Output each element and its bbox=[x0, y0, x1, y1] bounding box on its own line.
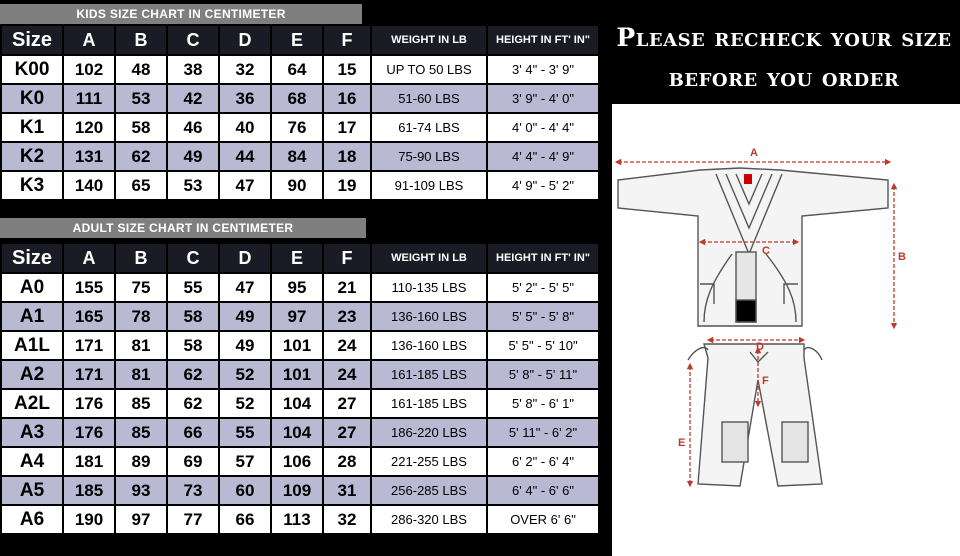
size-cell: A3 bbox=[2, 419, 62, 446]
table-cell: 176 bbox=[64, 390, 114, 417]
table-cell: 101 bbox=[272, 361, 322, 388]
column-header: HEIGHT IN FT' IN" bbox=[488, 26, 598, 54]
table-cell: 106 bbox=[272, 448, 322, 475]
kids-chart-title: KIDS SIZE CHART IN CENTIMETER bbox=[0, 4, 362, 24]
table-row bbox=[2, 143, 598, 170]
table-cell: 4' 4" - 4' 9" bbox=[488, 143, 598, 170]
table-cell: 42 bbox=[168, 85, 218, 112]
table-cell: 17 bbox=[324, 114, 370, 141]
column-header: C bbox=[168, 26, 218, 54]
column-header: B bbox=[116, 26, 166, 54]
table-cell: 38 bbox=[168, 56, 218, 83]
table-cell: 186-220 LBS bbox=[372, 419, 486, 446]
size-cell: A2 bbox=[2, 361, 62, 388]
size-cell: K0 bbox=[2, 85, 62, 112]
table-cell: 47 bbox=[220, 274, 270, 301]
table-cell: 3' 9" - 4' 0" bbox=[488, 85, 598, 112]
column-header: WEIGHT IN LB bbox=[372, 26, 486, 54]
belt-black-tip bbox=[736, 300, 756, 322]
table-cell: 36 bbox=[220, 85, 270, 112]
table-cell: 60 bbox=[220, 477, 270, 504]
table-cell: 49 bbox=[220, 303, 270, 330]
table-cell: 24 bbox=[324, 332, 370, 359]
table-cell: 84 bbox=[272, 143, 322, 170]
table-cell: 221-255 LBS bbox=[372, 448, 486, 475]
size-cell: A4 bbox=[2, 448, 62, 475]
table-cell: 131 bbox=[64, 143, 114, 170]
table-cell: 57 bbox=[220, 448, 270, 475]
table-cell: 4' 9" - 5' 2" bbox=[488, 172, 598, 199]
recheck-size-notice bbox=[608, 18, 960, 98]
size-cell: A6 bbox=[2, 506, 62, 533]
table-cell: 62 bbox=[168, 390, 218, 417]
column-header: B bbox=[116, 244, 166, 272]
table-cell: 161-185 LBS bbox=[372, 390, 486, 417]
table-cell: 5' 5" - 5' 10" bbox=[488, 332, 598, 359]
table-cell: 171 bbox=[64, 361, 114, 388]
table-cell: 85 bbox=[116, 419, 166, 446]
label-f: F bbox=[762, 375, 769, 387]
table-cell: 286-320 LBS bbox=[372, 506, 486, 533]
table-cell: 62 bbox=[116, 143, 166, 170]
table-cell: 55 bbox=[168, 274, 218, 301]
table-cell: 104 bbox=[272, 390, 322, 417]
table-cell: 93 bbox=[116, 477, 166, 504]
column-header: D bbox=[220, 244, 270, 272]
table-cell: 111 bbox=[64, 85, 114, 112]
adult-size-table bbox=[0, 242, 600, 535]
table-cell: 90 bbox=[272, 172, 322, 199]
notice-line-2: before you order bbox=[668, 63, 900, 92]
table-row bbox=[2, 274, 598, 301]
table-cell: 76 bbox=[272, 114, 322, 141]
column-header: D bbox=[220, 26, 270, 54]
table-cell: OVER 6' 6" bbox=[488, 506, 598, 533]
table-cell: 16 bbox=[324, 85, 370, 112]
table-cell: 66 bbox=[220, 506, 270, 533]
table-cell: 47 bbox=[220, 172, 270, 199]
table-cell: 32 bbox=[324, 506, 370, 533]
table-cell: 77 bbox=[168, 506, 218, 533]
header-row bbox=[2, 244, 598, 272]
table-row bbox=[2, 303, 598, 330]
table-cell: 28 bbox=[324, 448, 370, 475]
size-cell: K00 bbox=[2, 56, 62, 83]
table-cell: 5' 2" - 5' 5" bbox=[488, 274, 598, 301]
table-cell: 53 bbox=[168, 172, 218, 199]
column-header: F bbox=[324, 244, 370, 272]
table-cell: 15 bbox=[324, 56, 370, 83]
size-cell: A1L bbox=[2, 332, 62, 359]
table-cell: 27 bbox=[324, 390, 370, 417]
table-cell: 136-160 LBS bbox=[372, 332, 486, 359]
notice-line-1: Please recheck your size bbox=[616, 23, 952, 52]
size-cell: A2L bbox=[2, 390, 62, 417]
label-d: D bbox=[756, 341, 764, 353]
table-cell: 32 bbox=[220, 56, 270, 83]
table-cell: 6' 2" - 6' 4" bbox=[488, 448, 598, 475]
table-cell: 256-285 LBS bbox=[372, 477, 486, 504]
table-cell: 51-60 LBS bbox=[372, 85, 486, 112]
size-cell: A1 bbox=[2, 303, 62, 330]
table-cell: 81 bbox=[116, 332, 166, 359]
table-cell: 66 bbox=[168, 419, 218, 446]
table-cell: 97 bbox=[272, 303, 322, 330]
pants-drawing bbox=[688, 344, 822, 486]
column-header: WEIGHT IN LB bbox=[372, 244, 486, 272]
table-cell: 69 bbox=[168, 448, 218, 475]
table-cell: 48 bbox=[116, 56, 166, 83]
table-cell: 155 bbox=[64, 274, 114, 301]
table-cell: 91-109 LBS bbox=[372, 172, 486, 199]
table-cell: 18 bbox=[324, 143, 370, 170]
table-row bbox=[2, 390, 598, 417]
table-cell: 49 bbox=[168, 143, 218, 170]
table-row bbox=[2, 114, 598, 141]
label-b: B bbox=[898, 251, 906, 263]
label-a: A bbox=[750, 147, 758, 159]
table-cell: 176 bbox=[64, 419, 114, 446]
size-cell: K1 bbox=[2, 114, 62, 141]
table-row bbox=[2, 56, 598, 83]
table-cell: 5' 8" - 5' 11" bbox=[488, 361, 598, 388]
table-cell: 24 bbox=[324, 361, 370, 388]
size-cell: A0 bbox=[2, 274, 62, 301]
size-cell: K2 bbox=[2, 143, 62, 170]
column-header: F bbox=[324, 26, 370, 54]
table-cell: 46 bbox=[168, 114, 218, 141]
table-cell: 58 bbox=[116, 114, 166, 141]
table-cell: 68 bbox=[272, 85, 322, 112]
table-cell: 40 bbox=[220, 114, 270, 141]
table-cell: 171 bbox=[64, 332, 114, 359]
table-cell: 5' 11" - 6' 2" bbox=[488, 419, 598, 446]
column-header: E bbox=[272, 244, 322, 272]
table-cell: 73 bbox=[168, 477, 218, 504]
column-header: Size bbox=[2, 26, 62, 54]
table-cell: UP TO 50 LBS bbox=[372, 56, 486, 83]
table-cell: 58 bbox=[168, 303, 218, 330]
table-cell: 19 bbox=[324, 172, 370, 199]
table-cell: 85 bbox=[116, 390, 166, 417]
table-row bbox=[2, 361, 598, 388]
table-row bbox=[2, 172, 598, 199]
column-header: A bbox=[64, 244, 114, 272]
column-header: C bbox=[168, 244, 218, 272]
gi-measurement-diagram bbox=[612, 104, 960, 556]
table-cell: 44 bbox=[220, 143, 270, 170]
table-cell: 21 bbox=[324, 274, 370, 301]
size-cell: K3 bbox=[2, 172, 62, 199]
table-cell: 109 bbox=[272, 477, 322, 504]
kids-size-table bbox=[0, 24, 600, 201]
table-cell: 23 bbox=[324, 303, 370, 330]
table-cell: 81 bbox=[116, 361, 166, 388]
table-cell: 3' 4" - 3' 9" bbox=[488, 56, 598, 83]
table-cell: 120 bbox=[64, 114, 114, 141]
table-cell: 113 bbox=[272, 506, 322, 533]
table-cell: 102 bbox=[64, 56, 114, 83]
column-header: A bbox=[64, 26, 114, 54]
label-e: E bbox=[678, 437, 686, 449]
column-header: Size bbox=[2, 244, 62, 272]
jacket-drawing bbox=[618, 168, 888, 326]
table-cell: 75 bbox=[116, 274, 166, 301]
table-cell: 140 bbox=[64, 172, 114, 199]
table-cell: 55 bbox=[220, 419, 270, 446]
table-row bbox=[2, 332, 598, 359]
table-cell: 181 bbox=[64, 448, 114, 475]
table-cell: 5' 5" - 5' 8" bbox=[488, 303, 598, 330]
table-row bbox=[2, 506, 598, 533]
table-cell: 52 bbox=[220, 361, 270, 388]
table-cell: 75-90 LBS bbox=[372, 143, 486, 170]
table-row bbox=[2, 419, 598, 446]
table-cell: 78 bbox=[116, 303, 166, 330]
table-cell: 110-135 LBS bbox=[372, 274, 486, 301]
table-cell: 62 bbox=[168, 361, 218, 388]
table-cell: 6' 4" - 6' 6" bbox=[488, 477, 598, 504]
collar-patch bbox=[744, 174, 752, 184]
size-cell: A5 bbox=[2, 477, 62, 504]
table-cell: 97 bbox=[116, 506, 166, 533]
table-cell: 31 bbox=[324, 477, 370, 504]
gi-diagram-svg bbox=[612, 104, 960, 556]
table-cell: 65 bbox=[116, 172, 166, 199]
table-cell: 58 bbox=[168, 332, 218, 359]
table-row bbox=[2, 477, 598, 504]
adult-chart-title: ADULT SIZE CHART IN CENTIMETER bbox=[0, 218, 366, 238]
table-cell: 4' 0" - 4' 4" bbox=[488, 114, 598, 141]
table-cell: 95 bbox=[272, 274, 322, 301]
table-cell: 27 bbox=[324, 419, 370, 446]
table-cell: 5' 8" - 6' 1" bbox=[488, 390, 598, 417]
table-cell: 53 bbox=[116, 85, 166, 112]
table-cell: 89 bbox=[116, 448, 166, 475]
table-row bbox=[2, 85, 598, 112]
table-cell: 101 bbox=[272, 332, 322, 359]
table-cell: 185 bbox=[64, 477, 114, 504]
label-c: C bbox=[762, 245, 770, 257]
table-cell: 52 bbox=[220, 390, 270, 417]
table-cell: 104 bbox=[272, 419, 322, 446]
column-header: E bbox=[272, 26, 322, 54]
table-cell: 136-160 LBS bbox=[372, 303, 486, 330]
table-cell: 64 bbox=[272, 56, 322, 83]
column-header: HEIGHT IN FT' IN" bbox=[488, 244, 598, 272]
table-cell: 165 bbox=[64, 303, 114, 330]
table-row bbox=[2, 448, 598, 475]
table-cell: 61-74 LBS bbox=[372, 114, 486, 141]
table-cell: 161-185 LBS bbox=[372, 361, 486, 388]
header-row bbox=[2, 26, 598, 54]
table-cell: 49 bbox=[220, 332, 270, 359]
table-cell: 190 bbox=[64, 506, 114, 533]
